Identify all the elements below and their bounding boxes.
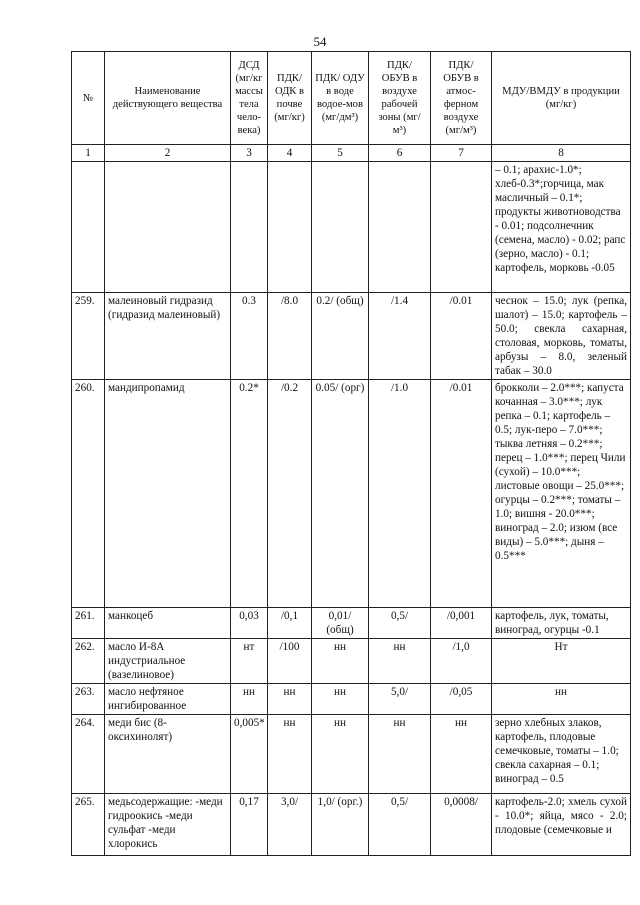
water-value: 0.2/ (общ) xyxy=(312,293,369,380)
dsd-value xyxy=(231,162,268,293)
substance-name: медьсодержащие: -меди гидроокись -меди сульфат -меди хлорокись xyxy=(105,794,231,856)
table-row xyxy=(72,684,631,715)
work-air-value: 0,5/ xyxy=(369,608,431,639)
water-value: 1,0/ (орг.) xyxy=(312,794,369,856)
mdu-value: картофель-2.0; хмель сухой - 10.0*; яйца, мясо - 2.0; плодовые (семечковые и xyxy=(492,794,631,856)
dsd-value: 0,005* xyxy=(231,715,268,794)
work-air-value xyxy=(369,162,431,293)
atm-air-value: /0,001 xyxy=(431,608,492,639)
header-mdu: МДУ/ВМДУ в продукции (мг/кг) xyxy=(492,52,631,145)
row-number xyxy=(72,162,105,293)
row-number: 262. xyxy=(72,639,105,684)
atm-air-value: /0,05 xyxy=(431,684,492,715)
substance-name: малеиновый гидразид (гидразид малеиновый) xyxy=(105,293,231,380)
atm-air-value: 0,0008/ xyxy=(431,794,492,856)
dsd-value: нн xyxy=(231,684,268,715)
header-row xyxy=(72,52,631,145)
mdu-value: нн xyxy=(492,684,631,715)
work-air-value: /1.4 xyxy=(369,293,431,380)
dsd-value: 0.3 xyxy=(231,293,268,380)
mdu-value: – 0.1; арахис-1.0*; хлеб-0.3*;горчица, мак масличный – 0.1*; продукты животноводства - 0.01; подсолнечник (семена, масло) - 0.02; рапс (зерно, масло) - 0.1; картофель, морковь -0.05 xyxy=(492,162,631,293)
soil-value: /8.0 xyxy=(268,293,312,380)
header-dsd: ДСД (мг/кг массы тела чело-века) xyxy=(231,52,268,145)
column-index: 6 xyxy=(369,145,431,162)
soil-value: /0.2 xyxy=(268,380,312,608)
water-value: 0,01/ (общ) xyxy=(312,608,369,639)
header-substance-name: Наименование действующего вещества xyxy=(105,52,231,145)
column-index: 2 xyxy=(105,145,231,162)
mdu-value: зерно хлебных злаков, картофель, плодовые семечковые, томаты – 1.0; свекла сахарная – 0.1; виноград – 0.5 xyxy=(492,715,631,794)
row-number: 265. xyxy=(72,794,105,856)
dsd-value: нт xyxy=(231,639,268,684)
header-work-air-pdk: ПДК/ ОБУВ в воздухе рабочей зоны (мг/м³) xyxy=(369,52,431,145)
table-row xyxy=(72,608,631,639)
table-row xyxy=(72,639,631,684)
table-row xyxy=(72,715,631,794)
table-row xyxy=(72,293,631,380)
atm-air-value xyxy=(431,162,492,293)
soil-value: нн xyxy=(268,715,312,794)
soil-value: /100 xyxy=(268,639,312,684)
soil-value xyxy=(268,162,312,293)
soil-value: нн xyxy=(268,684,312,715)
work-air-value: нн xyxy=(369,715,431,794)
header-water-pdk: ПДК/ ОДУ в воде водое-мов (мг/дм³) xyxy=(312,52,369,145)
soil-value: /0,1 xyxy=(268,608,312,639)
dsd-value: 0,17 xyxy=(231,794,268,856)
substance-name: масло нефтяное ингибированное xyxy=(105,684,231,715)
atm-air-value: /1,0 xyxy=(431,639,492,684)
atm-air-value: /0.01 xyxy=(431,380,492,608)
soil-value: 3,0/ xyxy=(268,794,312,856)
table-row xyxy=(72,794,631,856)
water-value: нн xyxy=(312,684,369,715)
work-air-value: 5,0/ xyxy=(369,684,431,715)
substance-name: манкоцеб xyxy=(105,608,231,639)
column-index-row xyxy=(72,145,631,162)
dsd-value: 0.2* xyxy=(231,380,268,608)
column-index: 8 xyxy=(492,145,631,162)
header-number: № xyxy=(72,52,105,145)
column-index: 5 xyxy=(312,145,369,162)
table-row xyxy=(72,380,631,608)
page-number: 54 xyxy=(313,34,327,49)
work-air-value: /1.0 xyxy=(369,380,431,608)
water-value: 0.05/ (орг) xyxy=(312,380,369,608)
substance-name xyxy=(105,162,231,293)
mdu-value: Нт xyxy=(492,639,631,684)
substance-name: меди бис (8-оксихинолят) xyxy=(105,715,231,794)
work-air-value: 0,5/ xyxy=(369,794,431,856)
dsd-value: 0,03 xyxy=(231,608,268,639)
row-number: 264. xyxy=(72,715,105,794)
water-value xyxy=(312,162,369,293)
row-number: 259. xyxy=(72,293,105,380)
water-value: нн xyxy=(312,639,369,684)
row-number: 261. xyxy=(72,608,105,639)
pesticide-regulation-table xyxy=(71,51,631,856)
column-index: 1 xyxy=(72,145,105,162)
header-atm-air-pdk: ПДК/ ОБУВ в атмос-ферном воздухе (мг/м³) xyxy=(431,52,492,145)
substance-name: масло И-8А индустриальное (вазелиновое) xyxy=(105,639,231,684)
header-soil-pdk: ПДК/ ОДК в почве (мг/кг) xyxy=(268,52,312,145)
column-index: 3 xyxy=(231,145,268,162)
row-number: 263. xyxy=(72,684,105,715)
column-index: 7 xyxy=(431,145,492,162)
water-value: нн xyxy=(312,715,369,794)
column-index: 4 xyxy=(268,145,312,162)
mdu-value: брокколи – 2.0***; капуста кочанная – 3.0***; лук репка – 0.1; картофель – 0.5; лук-перо – 7.0***; тыква летняя – 0.2***; перец – 1.0***; перец Чили (сухой) – 10.0***; листовые овощи – 25.0***; огурцы – 0.2***; томаты – 1.0; вишня - 20.0***; виноград – 2.0; изюм (все виды) – 5.0***; дыня – 0.5*** xyxy=(492,380,631,608)
atm-air-value: нн xyxy=(431,715,492,794)
mdu-value: чеснок – 15.0; лук (репка, шалот) – 15.0; картофель – 50.0; свекла сахарная, столовая, морковь, томаты, арбузы – 8.0, зеленый табак – 30.0 xyxy=(492,293,631,380)
work-air-value: нн xyxy=(369,639,431,684)
atm-air-value: /0.01 xyxy=(431,293,492,380)
mdu-value: картофель, лук, томаты, виноград, огурцы -0.1 xyxy=(492,608,631,639)
row-number: 260. xyxy=(72,380,105,608)
substance-name: мандипропамид xyxy=(105,380,231,608)
table-row xyxy=(72,162,631,293)
